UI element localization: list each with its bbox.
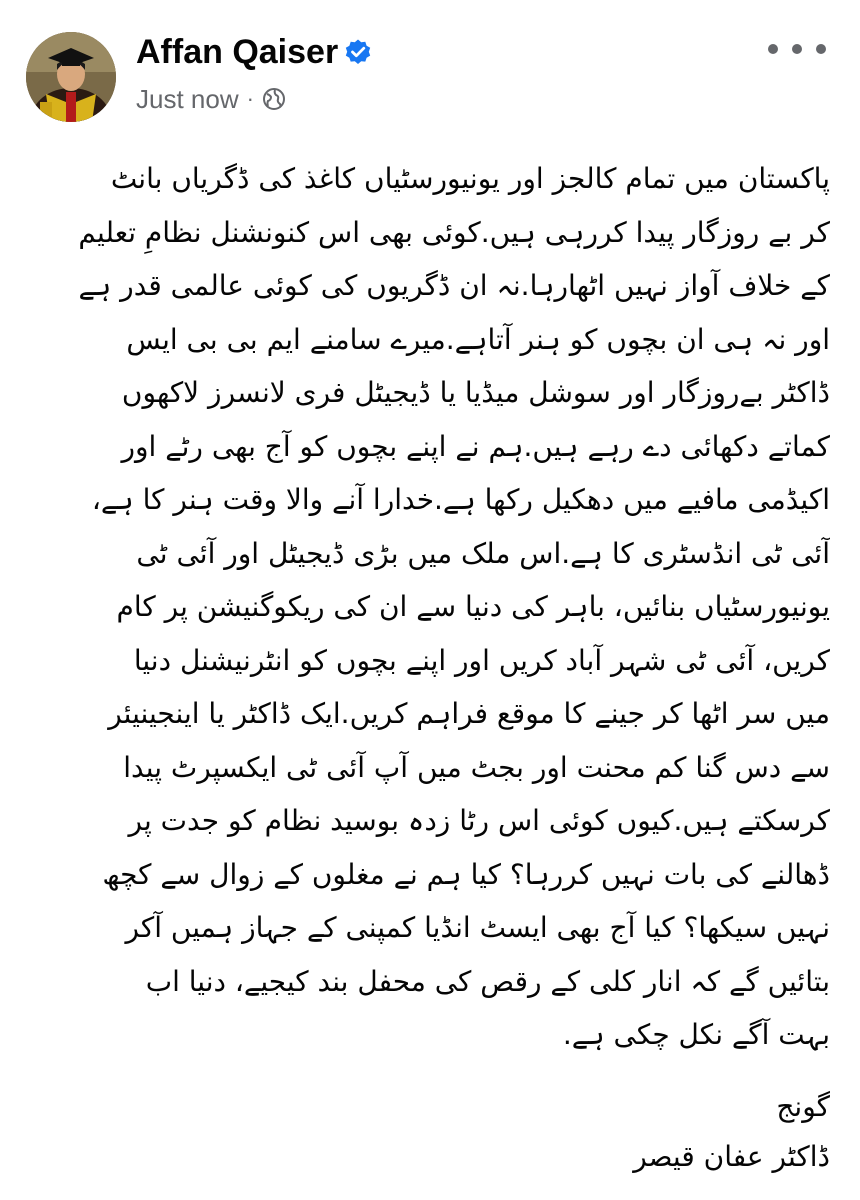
avatar[interactable] bbox=[26, 32, 116, 122]
post-header bbox=[0, 0, 860, 150]
post-line: اکیڈمی مافیے میں دھکیل رکھا ہے.خدارا آنے والا وقت ہنر کا ہے، bbox=[91, 483, 830, 516]
post-line: ڈھالنے کی بات نہیں کررہا؟ کیا ہم نے مغلوں کے زوال سے کچھ bbox=[102, 857, 830, 891]
post-meta bbox=[136, 82, 286, 116]
meta-separator: · bbox=[246, 86, 254, 111]
avatar-image bbox=[26, 32, 116, 122]
more-options-button[interactable] bbox=[768, 34, 826, 64]
signature-line: گونج bbox=[776, 1090, 830, 1123]
timestamp[interactable]: Just now bbox=[136, 84, 239, 114]
post-line: پاکستان میں تمام کالجز اور یونیورسٹیاں کاغذ کی ڈگریاں بانٹ bbox=[110, 162, 830, 195]
author-name[interactable]: Affan Qaiser bbox=[136, 33, 339, 71]
globe-icon[interactable] bbox=[262, 87, 286, 111]
signature-author: ڈاکٹر عفان قیصر bbox=[633, 1140, 830, 1173]
post-line: یونیورسٹیاں بنائیں، باہر کی دنیا سے ان کی ریکوگنیشن پر کام bbox=[116, 590, 830, 623]
post-line: اور نہ ہی ان بچوں کو ہنر آتاہے.میرے سامنے ایم بی بی ایس bbox=[126, 322, 830, 356]
post-line: کریں، آئی ٹی شہر آباد کریں اور اپنے بچوں کو انٹرنیشنل دنیا bbox=[133, 643, 830, 677]
more-horizontal-icon-dot bbox=[792, 44, 802, 54]
post-line: ڈاکٹر بےروزگار اور سوشل میڈیا یا ڈیجیٹل فری لانسرز لاکھوں bbox=[121, 376, 830, 409]
post-line: میں سر اٹھا کر جینے کا موقع فراہم کریں.ایک ڈاکٹر یا اینجینیئر bbox=[108, 697, 830, 730]
post-line: کماتے دکھائی دے رہے ہیں.ہم نے اپنے بچوں کو آج بھی رٹے اور bbox=[121, 429, 830, 463]
post-line: سے دس گنا کم محنت اور بجٹ میں آپ آئی ٹی ایکسپرٹ پیدا bbox=[123, 750, 830, 784]
post-line: کر بے روزگار پیدا کررہی ہیں.کوئی بھی اس کنونشنل نظامِ تعلیم bbox=[78, 215, 830, 249]
more-horizontal-icon-dot bbox=[768, 44, 778, 54]
post-line: کے خلاف آواز نہیں اٹھارہا.نہ ان ڈگریوں کی کوئی عالمی قدر ہے bbox=[78, 269, 830, 302]
post-line: بہت آگے نکل چکی ہے. bbox=[562, 1018, 830, 1051]
post-signature bbox=[500, 1082, 830, 1182]
verified-badge-icon bbox=[344, 38, 372, 66]
post-line: بتائیں گے کہ انار کلی کے رقص کی محفل بند کیجیے، دنیا اب bbox=[145, 964, 830, 998]
more-horizontal-icon-dot bbox=[816, 44, 826, 54]
post-line: آئی ٹی انڈسٹری کا ہے.اس ملک میں بڑی ڈیجیٹل اور آئی ٹی bbox=[136, 536, 830, 570]
post-text bbox=[40, 152, 830, 1062]
post-line: کرسکتے ہیں.کیوں کوئی اس رٹا زدہ بوسید نظام کو جدت پر bbox=[128, 804, 830, 837]
post-line: نہیں سیکھا؟ کیا آج بھی ایسٹ انڈیا کمپنی کے جہاز ہمیں آکر bbox=[125, 911, 830, 944]
